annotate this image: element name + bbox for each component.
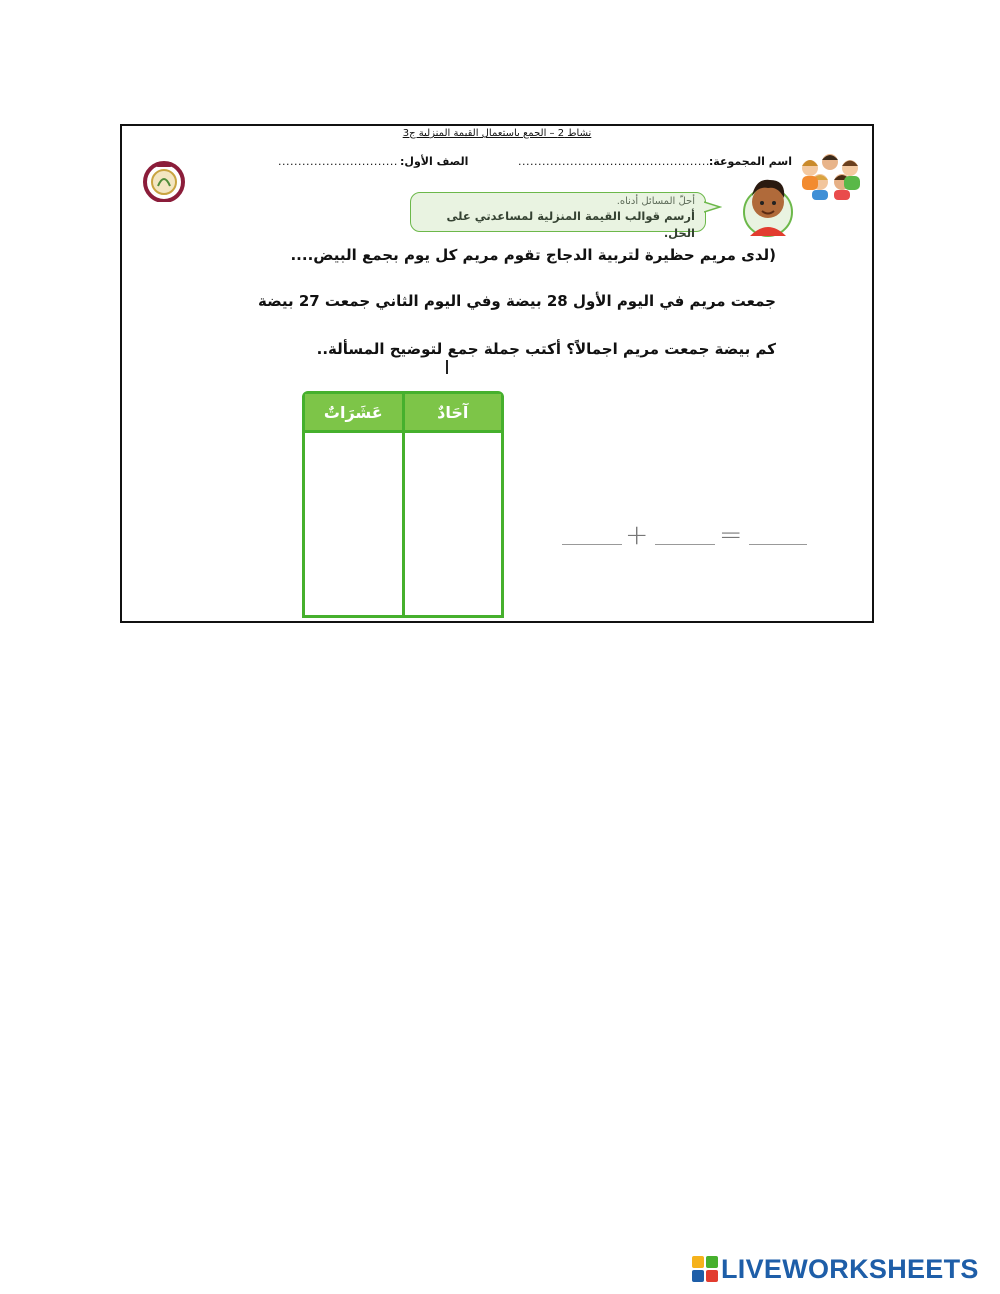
bubble-line-2: أرسم قوالب القيمة المنزلية لمساعدتي على الحل.: [446, 209, 695, 240]
worksheet-title: نشاط 2 – الجمع باستعمال القيمة المنزلية ج3: [402, 128, 592, 139]
ministry-logo: [138, 158, 190, 202]
sum-result-blank[interactable]: [562, 544, 622, 545]
bubble-line-1: أحلّ المسائل أدناه.: [616, 196, 695, 207]
addend-two-blank[interactable]: [655, 544, 715, 545]
equals-sign: =: [719, 518, 743, 551]
place-value-body: [305, 430, 501, 615]
class-field[interactable]: ..............................: [278, 155, 398, 168]
ones-header: آحَادٌ: [437, 402, 469, 422]
ones-column-input[interactable]: [405, 433, 502, 615]
tens-header: عَشَرَاتٌ: [305, 394, 405, 430]
addend-one-blank[interactable]: [749, 544, 807, 545]
bubble-tail-icon: [704, 200, 722, 214]
tens-column-input[interactable]: [305, 433, 405, 615]
group-name-field[interactable]: ..................................................: [518, 155, 718, 168]
question-line-1: (لدى مريم حظيرة لتربية الدجاج تقوم مريم كل يوم بجمع البيض....: [290, 246, 776, 264]
plus-sign: +: [625, 518, 649, 551]
place-value-table: [302, 391, 504, 618]
class-label: الصف الأول:: [400, 155, 469, 168]
instruction-bubble: [410, 192, 706, 240]
question-line-3: كم بيضة جمعت مريم اجمالاً؟ أكتب جملة جمع لتوضيح المسألة..: [316, 340, 776, 358]
worksheet-frame: [120, 124, 874, 623]
liveworksheets-logo-icon: [692, 1256, 718, 1282]
boy-character-icon: [732, 168, 794, 238]
children-group-illustration: [796, 150, 866, 200]
group-name-label: اسم المجموعة:: [708, 155, 792, 168]
place-value-header: [305, 394, 501, 430]
text-cursor-mark: [446, 360, 448, 374]
liveworksheets-brand-text: LIVEWORKSHEETS: [721, 1253, 979, 1284]
liveworksheets-brand[interactable]: [692, 1254, 979, 1284]
question-line-2: جمعت مريم في اليوم الأول 28 بيضة وفي اليوم الثاني جمعت 27 بيضة: [257, 292, 776, 310]
